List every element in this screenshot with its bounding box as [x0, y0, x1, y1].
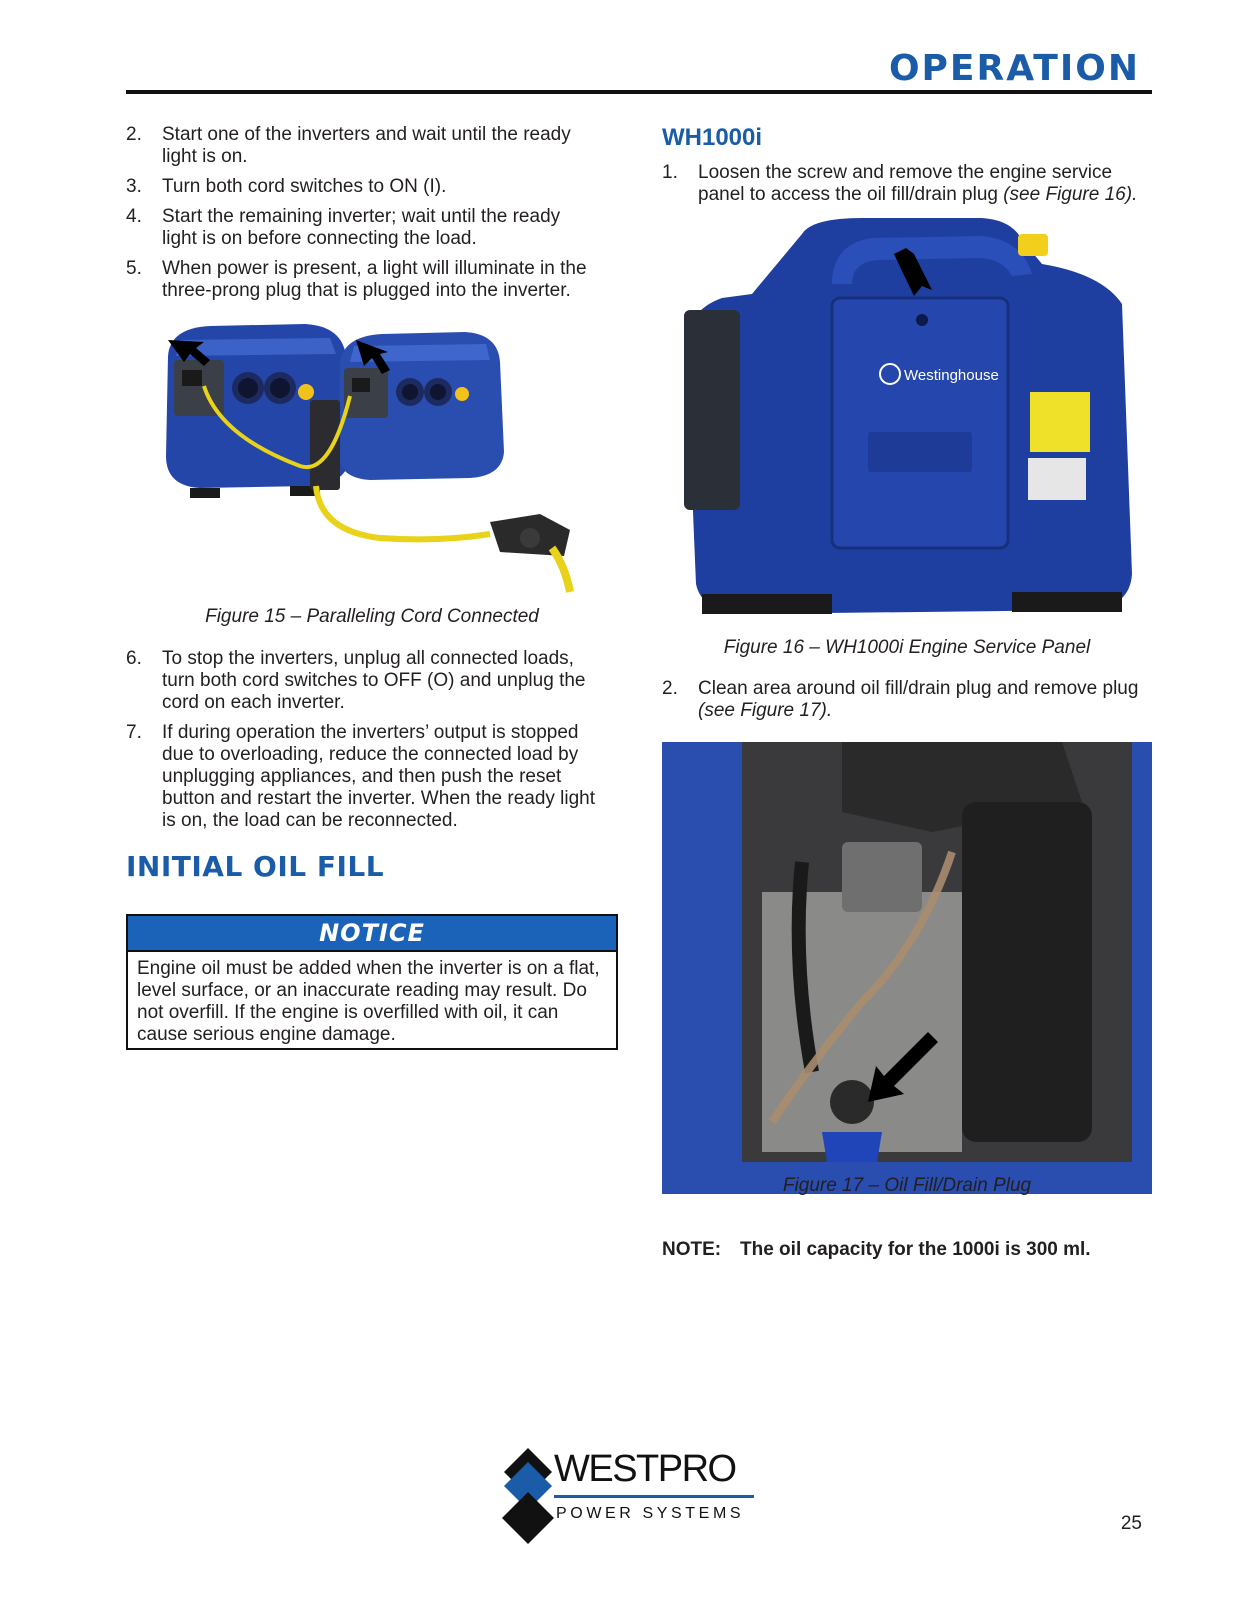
figure-16-engine-service-panel: [682, 214, 1152, 624]
air-filter-box: [962, 802, 1092, 1142]
list-item: [662, 678, 1152, 722]
title-rule: [126, 90, 1152, 94]
step-number: 4.: [126, 206, 142, 227]
step-number: 5.: [126, 258, 142, 279]
figure-17-oil-fill-drain-plug: [662, 742, 1152, 1194]
figure-15-caption: Figure 15 – Paralleling Cord Connected: [205, 606, 539, 627]
brand-name: WESTPRO: [554, 1448, 736, 1490]
step-text: When power is present, a light will illuminate in the three-prong plug that is plugged into the inverter.: [162, 258, 587, 301]
note-label: NOTE:: [662, 1239, 722, 1260]
list-item: [126, 124, 596, 168]
warning-label: [1030, 392, 1090, 452]
step-number: 6.: [126, 648, 142, 669]
step-text: Clean area around oil fill/drain plug and remove plug: [698, 678, 1139, 699]
figure-15-paralleling-cord: [160, 316, 590, 598]
engine-bay-illustration: [662, 742, 1152, 1194]
notice-box: [126, 914, 618, 1050]
notice-title: NOTICE: [128, 916, 616, 952]
panel-screw: [916, 314, 928, 326]
brand-text: Westinghouse: [904, 367, 999, 384]
list-item: [126, 206, 596, 250]
step-text: Loosen the screw and remove the engine service panel to access the oil fill/drain plug: [698, 162, 1113, 205]
note: [662, 1239, 1091, 1261]
step-number: 3.: [126, 176, 142, 197]
figure-reference: (see Figure 17).: [698, 700, 833, 721]
step-text: To stop the inverters, unplug all connected loads, turn both cord switches to OFF (O) and unplug the cord on each inverter.: [162, 648, 586, 713]
note-text: The oil capacity for the 1000i is 300 ml.: [740, 1239, 1091, 1260]
westpro-diamond-icon: [500, 1448, 556, 1546]
initial-oil-fill-heading: INITIAL OIL FILL: [126, 850, 385, 883]
fuel-cap: [1018, 234, 1048, 256]
step-number: 7.: [126, 722, 142, 743]
list-item: [126, 258, 596, 302]
engine-service-panel: [832, 298, 1008, 548]
list-item: [126, 722, 596, 832]
step-text: If during operation the inverters’ output is stopped due to overloading, reduce the connected load by unplugging appliances, and then push the reset button and restart the inverter. When the ready light is on, the load can be reconnected.: [162, 722, 596, 831]
step-number: 2.: [662, 678, 678, 699]
list-item: [126, 648, 596, 714]
brand-rule: [554, 1495, 754, 1498]
notice-body: Engine oil must be added when the inverter is on a flat, level surface, or an inaccurate reading may result. Do not overfill. If the engine is overfilled with oil, it can cause serious engine damage.: [137, 958, 600, 1045]
figure-16-caption: Figure 16 – WH1000i Engine Service Panel: [723, 637, 1091, 658]
cord-box: [310, 400, 340, 490]
generator-illustration: [682, 214, 1152, 624]
step-text: Start the remaining inverter; wait until the ready light is on before connecting the load.: [162, 206, 561, 249]
generators-parallel-illustration: [160, 316, 590, 598]
list-item: [662, 162, 1152, 206]
cord-yellow-main: [316, 486, 490, 539]
section-title: OPERATION: [888, 48, 1140, 89]
figure-17-caption: Figure 17 – Oil Fill/Drain Plug: [782, 1175, 1032, 1196]
wh1000i-heading: WH1000i: [662, 124, 763, 151]
side-vent: [684, 310, 740, 510]
list-item: [126, 176, 596, 198]
figure-reference: (see Figure 16).: [1003, 184, 1138, 205]
step-text: Start one of the inverters and wait until the ready light is on.: [162, 124, 571, 167]
brand-subtitle: POWER SYSTEMS: [556, 1505, 745, 1522]
oil-plug: [830, 1080, 874, 1124]
info-label: [1028, 458, 1086, 500]
step-text: Turn both cord switches to ON (I).: [162, 176, 447, 197]
step-number: 1.: [662, 162, 678, 183]
step-number: 2.: [126, 124, 142, 145]
westpro-logo: [500, 1448, 760, 1546]
page-number: 25: [1120, 1513, 1142, 1534]
